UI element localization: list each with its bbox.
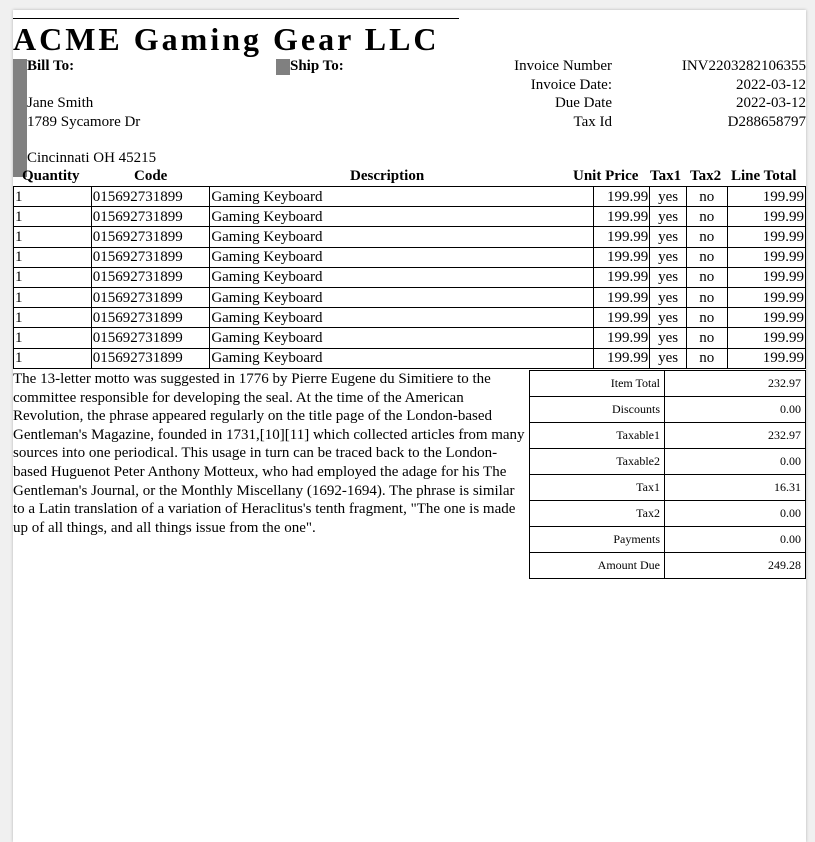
totals-value: 0.00 [665,397,806,423]
col-header-code: Code [134,168,168,184]
cell-description: Gaming Keyboard [210,267,594,287]
cell-code: 015692731899 [91,308,210,328]
cell-tax1: yes [650,287,687,307]
totals-label: Taxable1 [530,423,665,449]
table-row [14,227,806,247]
totals-row [530,449,806,475]
invoice-date-value: 2022-03-12 [736,77,806,93]
totals-label: Tax1 [530,475,665,501]
cell-description: Gaming Keyboard [210,207,594,227]
cell-tax2: no [686,287,727,307]
cell-code: 015692731899 [91,247,210,267]
bill-to-marker-bar [13,59,27,177]
cell-quantity: 1 [14,287,92,307]
cell-description: Gaming Keyboard [210,187,594,207]
totals-value: 0.00 [665,449,806,475]
totals-row [530,527,806,553]
cell-tax1: yes [650,328,687,348]
totals-row [530,423,806,449]
cell-line-total: 199.99 [727,227,805,247]
table-row [14,247,806,267]
cell-description: Gaming Keyboard [210,227,594,247]
col-header-tax2: Tax2 [690,168,722,184]
cell-quantity: 1 [14,308,92,328]
cell-unit-price: 199.99 [594,247,650,267]
cell-tax1: yes [650,247,687,267]
col-header-description: Description [350,168,425,184]
cell-code: 015692731899 [91,287,210,307]
cell-quantity: 1 [14,267,92,287]
cell-line-total: 199.99 [727,348,805,368]
cell-unit-price: 199.99 [594,227,650,247]
cell-quantity: 1 [14,207,92,227]
invoice-date-label: Invoice Date: [530,77,612,93]
cell-unit-price: 199.99 [594,267,650,287]
cell-description: Gaming Keyboard [210,247,594,267]
totals-value: 249.28 [665,553,806,579]
cell-code: 015692731899 [91,328,210,348]
cell-tax1: yes [650,227,687,247]
cell-line-total: 199.99 [727,247,805,267]
cell-unit-price: 199.99 [594,328,650,348]
totals-row [530,553,806,579]
totals-label: Payments [530,527,665,553]
cell-tax1: yes [650,187,687,207]
ship-to-marker-bar [276,59,290,75]
cell-code: 015692731899 [91,187,210,207]
company-name: ACME Gaming Gear LLC [13,18,459,58]
cell-line-total: 199.99 [727,187,805,207]
col-header-quantity: Quantity [22,168,80,184]
totals-label: Taxable2 [530,449,665,475]
cell-tax2: no [686,348,727,368]
cell-tax2: no [686,308,727,328]
cell-tax1: yes [650,348,687,368]
cell-description: Gaming Keyboard [210,287,594,307]
cell-tax2: no [686,187,727,207]
cell-tax1: yes [650,207,687,227]
bill-to-city: Cincinnati OH 45215 [27,150,157,166]
cell-unit-price: 199.99 [594,187,650,207]
totals-label: Discounts [530,397,665,423]
cell-code: 015692731899 [91,207,210,227]
totals-label: Item Total [530,371,665,397]
col-header-unit-price: Unit Price [573,168,639,184]
cell-tax2: no [686,227,727,247]
totals-value: 0.00 [665,501,806,527]
table-row [14,308,806,328]
cell-unit-price: 199.99 [594,207,650,227]
cell-tax1: yes [650,267,687,287]
cell-tax2: no [686,267,727,287]
totals-label: Amount Due [530,553,665,579]
table-row [14,348,806,368]
totals-row [530,475,806,501]
cell-line-total: 199.99 [727,207,805,227]
cell-unit-price: 199.99 [594,287,650,307]
invoice-number-value: INV2203282106355 [681,58,806,74]
ship-to-label: Ship To: [290,58,344,74]
cell-quantity: 1 [14,328,92,348]
cell-line-total: 199.99 [727,308,805,328]
due-date-label: Due Date [554,95,612,111]
cell-tax2: no [686,247,727,267]
cell-code: 015692731899 [91,267,210,287]
cell-code: 015692731899 [91,227,210,247]
due-date-value: 2022-03-12 [736,95,806,111]
cell-quantity: 1 [14,227,92,247]
table-row [14,207,806,227]
cell-description: Gaming Keyboard [210,308,594,328]
invoice-notes: The 13-letter motto was suggested in 1776 by Pierre Eugene du Simitiere to the committee responsible for developing the seal. At the time of the American Revolution, the phrase appeared regularly on the title page of the London-based Gentleman's Magazine, founded in 1731,[10][11] which collected articles from many sources into one periodical. This usage in turn can be traced back to the London-based Huguenot Peter Anthony Motteux, who had employed the adage for his The Gentleman's Journal, or the Monthly Miscellany (1692-1694). The phrase is similar to a Latin translation of a variation of Heraclitus's tenth fragment, "The one is made up of all things, and all things issue from the one". [13,371,525,536]
bill-to-name: Jane Smith [27,95,94,111]
totals-row [530,397,806,423]
cell-tax1: yes [650,308,687,328]
line-items-table [13,186,806,369]
col-header-line-total: Line Total [731,168,797,184]
totals-value: 0.00 [665,527,806,553]
cell-unit-price: 199.99 [594,348,650,368]
tax-id-value: D288658797 [727,114,806,130]
cell-description: Gaming Keyboard [210,348,594,368]
totals-row [530,501,806,527]
totals-table [529,370,806,579]
cell-tax2: no [686,328,727,348]
cell-tax2: no [686,207,727,227]
bill-to-label: Bill To: [27,58,75,74]
bill-to-street: 1789 Sycamore Dr [27,114,141,130]
cell-quantity: 1 [14,348,92,368]
totals-value: 232.97 [665,371,806,397]
tax-id-label: Tax Id [573,114,612,130]
table-row [14,287,806,307]
cell-line-total: 199.99 [727,328,805,348]
table-row [14,267,806,287]
totals-value: 232.97 [665,423,806,449]
cell-line-total: 199.99 [727,287,805,307]
cell-line-total: 199.99 [727,267,805,287]
cell-code: 015692731899 [91,348,210,368]
cell-unit-price: 199.99 [594,308,650,328]
invoice-number-label: Invoice Number [514,58,612,74]
totals-label: Tax2 [530,501,665,527]
cell-quantity: 1 [14,187,92,207]
cell-description: Gaming Keyboard [210,328,594,348]
cell-quantity: 1 [14,247,92,267]
col-header-tax1: Tax1 [650,168,682,184]
totals-value: 16.31 [665,475,806,501]
table-row [14,187,806,207]
invoice-page [13,10,806,842]
table-row [14,328,806,348]
totals-row [530,371,806,397]
